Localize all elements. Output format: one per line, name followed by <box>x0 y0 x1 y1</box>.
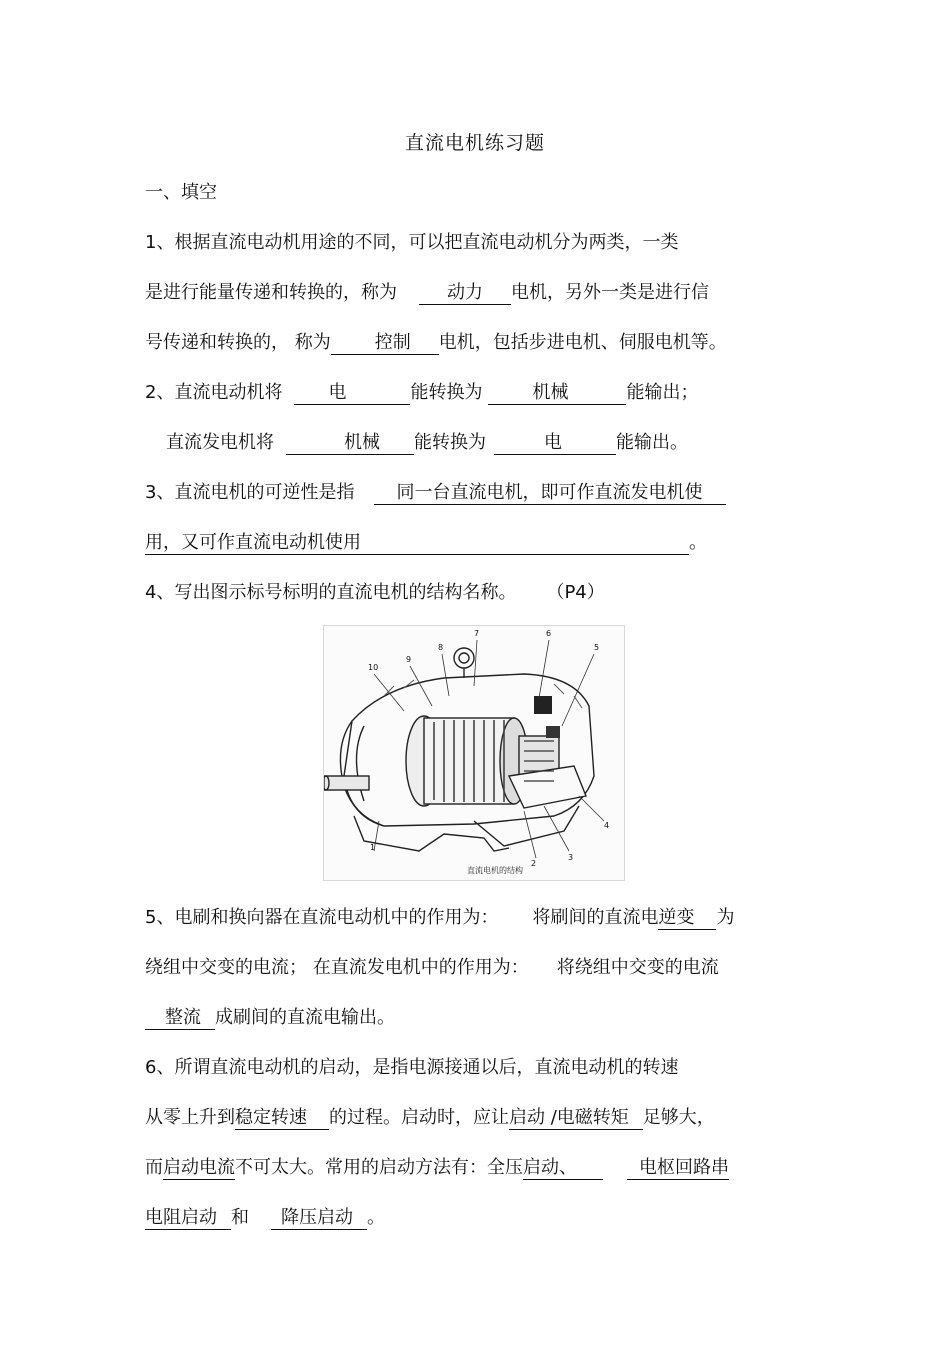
page-title: 直流电机练习题 <box>404 132 545 154</box>
q3-answer-cont: 用，又可作直流电动机使用 <box>145 532 689 555</box>
figure-label: 5 <box>594 643 600 652</box>
figure-label: 9 <box>406 655 412 664</box>
q2-text: 直流发电机将 <box>166 432 274 453</box>
q3-answer: 同一台直流电机，即可作直流发电机使 <box>374 482 726 505</box>
q3-text: 3、直流电机的可逆性是指 <box>145 482 355 503</box>
figure-label: 3 <box>568 853 574 862</box>
q6-answer-6: 降压启动 <box>271 1207 367 1230</box>
figure-label: 10 <box>368 663 379 672</box>
section-heading: 一、填空 <box>145 182 217 203</box>
q2-text: 能输出； <box>626 382 699 403</box>
q3-line2 <box>145 530 707 556</box>
q2-answer-2: 机械 <box>488 382 626 405</box>
figure-label: 4 <box>604 821 610 830</box>
q1-text: 电机，另外一类是进行信 <box>511 282 709 303</box>
q6-answer-5: 电枢回路串 <box>627 1157 729 1180</box>
q6-answer-5-cont: 电阻启动 <box>145 1207 231 1230</box>
q4-page-ref: （P4） <box>546 582 605 603</box>
q6-answer-4: 启动、 <box>523 1157 603 1180</box>
figure-caption: 直流电机的结构 <box>467 866 523 875</box>
q1-line1: 1、根据直流电动机用途的不同，可以把直流电动机分为两类，一类 <box>145 232 679 253</box>
q5-line1 <box>145 905 734 931</box>
motor-diagram <box>323 625 625 881</box>
q1-text: 电机，包括步进电机、伺服电机等。 <box>438 332 727 353</box>
q5-answer-2: 整流 <box>145 1007 215 1030</box>
q6-answer-3: 启动电流 <box>163 1157 235 1178</box>
q2-line1 <box>145 380 698 406</box>
q6-line4 <box>145 1205 385 1231</box>
q1-line2 <box>145 280 709 306</box>
q6-line1: 6、所谓直流电动机的启动，是指电源接通以后，直流电动机的转速 <box>145 1057 679 1078</box>
q6-answer-1: 稳定转速 <box>235 1107 329 1130</box>
q1-answer-2: 控制 <box>331 332 439 355</box>
q6-text: 和 <box>231 1207 249 1228</box>
q6-text: 的过程。启动时，应让 <box>329 1107 509 1128</box>
q2-text: 能转换为 <box>410 382 483 403</box>
q5-text: 5、电刷和换向器在直流电动机中的作用为： <box>145 907 499 928</box>
figure-label: 8 <box>438 643 444 652</box>
q5-text: 将绕组中交变的电流 <box>556 957 719 978</box>
q3-line1 <box>145 480 726 506</box>
q2-text: 2、直流电动机将 <box>145 382 283 403</box>
q5-text: 成刷间的直流电输出。 <box>215 1007 395 1028</box>
q6-text: 从零上升到 <box>145 1107 235 1128</box>
figure-label: 1 <box>370 843 376 852</box>
q6-text: 而 <box>145 1157 163 1178</box>
q2-line2 <box>166 430 688 456</box>
q6-line3 <box>145 1155 729 1181</box>
q2-text: 能输出。 <box>616 432 688 453</box>
q5-answer-1: 逆变 <box>658 907 716 930</box>
q6-text: 。 <box>367 1207 385 1228</box>
q3-text: 。 <box>689 532 707 553</box>
q6-text: 不可太大。常用的启动方法有：全压 <box>235 1157 523 1178</box>
q6-text: 足够大， <box>642 1107 715 1128</box>
figure-label: 7 <box>474 629 480 638</box>
figure-label: 6 <box>546 629 552 638</box>
q2-answer-1: 电 <box>294 382 410 405</box>
q1-answer-1: 动力 <box>419 282 511 305</box>
q2-text: 能转换为 <box>414 432 486 453</box>
motor-cutaway-drawing <box>324 626 624 880</box>
q5-line2 <box>145 955 719 981</box>
q4-text: 4、写出图示标号标明的直流电机的结构名称。 <box>145 582 517 603</box>
q1-text: 号传递和转换的， 称为 <box>145 332 331 353</box>
figure-label: 2 <box>531 859 537 868</box>
q5-text: 为 <box>716 907 735 928</box>
q5-text: 将刷间的直流电 <box>532 907 659 928</box>
q6-answer-2: 启动 /电磁转矩 <box>509 1107 643 1130</box>
q1-text: 是进行能量传递和转换的，称为 <box>145 282 397 303</box>
q2-answer-3: 机械 <box>286 432 414 455</box>
q6-line2 <box>145 1105 715 1131</box>
q5-text: 绕组中交变的电流； 在直流发电机中的作用为： <box>145 957 529 978</box>
q2-answer-4: 电 <box>494 432 616 455</box>
q5-line3 <box>145 1005 395 1031</box>
q4-line <box>145 580 605 606</box>
q1-line3 <box>145 330 727 356</box>
